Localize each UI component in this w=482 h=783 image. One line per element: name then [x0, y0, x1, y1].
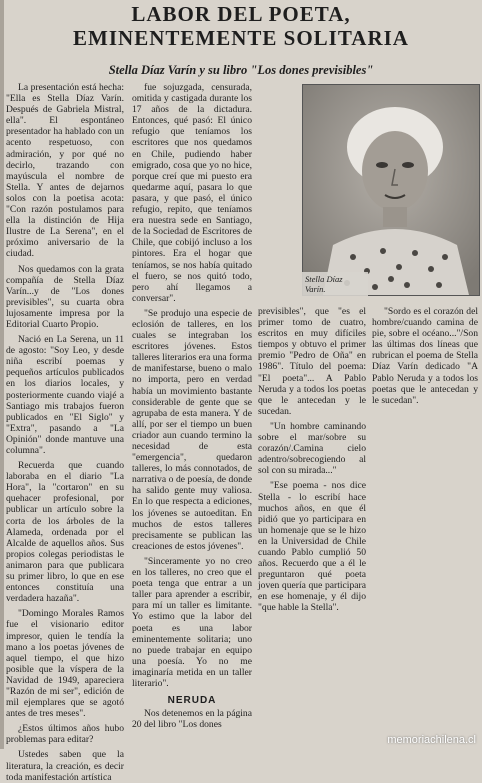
column-3: [258, 306, 366, 746]
headline: [0, 2, 482, 50]
headline-line-1: LABOR DEL POETA,: [131, 2, 351, 26]
paragraph: Nació en La Serena, un 11 de agosto: "Soy Leo, y desde niña escribí poemas y pequeños artículos publicados en los diarios locales, y posteriormente cuando viajé a Santiago mis trabajos fueron publicados en "El Siglo" y "Extra", pasando a "La Opinión" donde mantuve una columna".: [6, 334, 124, 456]
portrait-photo: [302, 84, 480, 296]
column-1: [6, 82, 124, 783]
subheadline: Stella Díaz Varín y su libro "Los dones previsibles": [108, 63, 374, 77]
page-edge-shadow: [0, 0, 4, 749]
photo-caption: Stella Díaz Varín.: [302, 272, 368, 296]
portrait-illustration: [303, 85, 479, 295]
paragraph: "Sinceramente yo no creo en los talleres, no creo que el poeta tenga que entrar a un taller para aprender a escribir, para mí un taller es limitante. Yo estimo que la labor del poeta es una labor eminentemente solitaria; uno no puede trabajar en equipo una poesía. Yo no me imaginaría metida en un taller literario".: [132, 555, 252, 689]
paragraph: La presentación está hecha: "Ella es Stella Díaz Varín. Después de Gabriela Mistral, ella". El espontáneo presentador ha hablado con un acento respetuoso, con admiración, y por qué no decirlo, trazando con mayúscula el nombre de Stella. Y antes de dejarnos solos con la poetisa acota: "Con razón postulamos para ella la distinción de Hija Ilustre de La Serena", en el próximo aniversario de la ciudad.: [6, 82, 124, 260]
paragraph: "Se produjo una especie de eclosión de talleres, en los cuales se integraban los escritores jóvenes. Estos talleres literarios era una forma de manifestarse, bueno o malo no importa, pero en verdad había un movimiento bastante considerable de gente que se agrupaba de esta manera. Y de allí, por ser el tiempo un buen criador aun cuando termino la necesidad de esta "emergencia", quedaron talleres, lo más connotados, de narrativa o de poesía, de donde ha salido gente muy valiosa. En lo que respecta a ediciones, los jóvenes se autoeditan. En muchos de estos talleres precisamente se publican las creaciones de estos jóvenes".: [132, 307, 252, 552]
paragraph: "Ese poema - nos dice Stella - lo escribí hace muchos años, en que él pidió que yo participara en un homenaje que se le hizo en la Universidad de Chile cuando Pablo cumplió 50 años. Recuerdo que a él le preguntaron qué poeta joven quería que participara en ese homenaje, y él dijo "que hable la Stella".: [258, 480, 366, 614]
paragraph: Recuerda que cuando laboraba en el diario "La Hora", la "cortaron" en su quehacer profesional, por publicar un artículo sobre la corta de los árboles de la Alameda, ordenada por el Alcalde de aquellos años. Sus propios colegas periodistas le animaron para que publicara su primer libro, lo que en ese entonces constituía una verdadera hazaña".: [6, 460, 124, 605]
paragraph: Nos quedamos con la grata compañía de Stella Díaz Varín...y de "Los dones previsibles", su cuarta obra lujosamente impresa por la Editorial Cuarto Propio.: [6, 263, 124, 330]
column-4: [372, 306, 478, 746]
column-2: [132, 82, 252, 746]
paragraph: Ustedes saben que la literatura, la creación, es decir toda manifestación artística: [6, 749, 124, 783]
paragraph: "Domingo Morales Ramos fue el visionario editor impresor, quien le tendía la mano a los poetas jóvenes de aquel tiempo, el que hizo posible que la víspera de la Navidad de 1949, apareciera "Razón de mi ser", edición de mil ejemplares que se agotó antes de tres meses".: [6, 608, 124, 720]
headline-line-2: EMINENTEMENTE SOLITARIA: [73, 26, 409, 50]
section-heading: NERUDA: [167, 695, 217, 707]
paragraph: fue sojuzgada, censurada, omitida y castigada durante los 17 años de la dictadura. Entonces, qué pasó: El único refugio que teníamos los escritores que nos quedamos en Chile, pudiendo haber emigrado, cosa que yo no hice, porque creí que mi puesto era quedarme aquí, pasara lo que pasara, y que pasó, el único refugio, repito, que teníamos era nuestra sede en Santiago, de la Sociedad de Escritores de Chile, que cobijó incluso a los pintores. Era el hogar que teníamos, se nos había quitado el fuero, se nos quitó todo, pero ahí llegamos a conversar".: [132, 82, 252, 304]
paragraph: Nos detenemos en la página 20 del libro "Los dones: [132, 708, 252, 731]
paragraph: "Sordo es el corazón del hombre/cuando camina de pie, sobre el océano..."/Son las últimas dos líneas que rubrican el poema de Stella Díaz Varín dedicado "A Pablo Neruda y a todos los poetas que le antecedan y le sucedan".: [372, 306, 478, 406]
paragraph: previsibles", que "es el primer tomo de cuatro, escritos en muy difíciles tiempos y obtuvo el primer premio "Pedro de Oña" en 1986". Título del poema: "El poeta"... A Pablo Neruda y a todos los poetas que le antecedan y le sucedan.: [258, 306, 366, 417]
paragraph: "Un hombre caminando sobre el mar/sobre su corazón/.Camina cielo adentro/sobrecogiendo al sol con su mirada...": [258, 420, 366, 477]
source-watermark: memoriachilena.cl: [387, 734, 476, 746]
paragraph: ¿Estos últimos años hubo problemas para editar?: [6, 723, 124, 746]
